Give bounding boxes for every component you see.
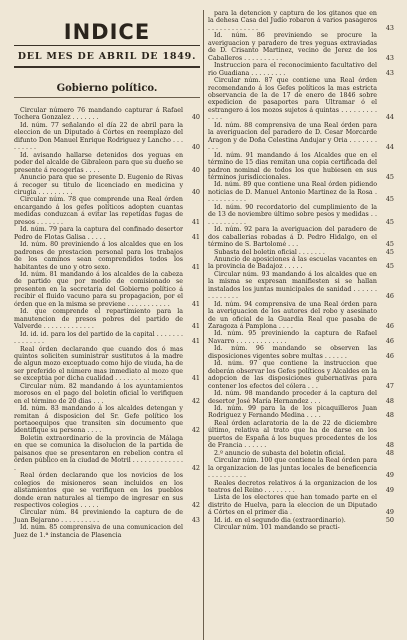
entry-text: para la detencion y captura de los gitanos que en la dehesa Casa del Judío robaron á varios pasageros . . . . . . . . . . . . . (208, 10, 377, 32)
index-entry (208, 77, 394, 122)
entry-page-number: 43 (385, 23, 394, 32)
entry-page-number: 41 (191, 232, 200, 241)
page-title: INDICE (14, 20, 200, 46)
entry-page-number: 49 (385, 508, 394, 517)
index-entry (14, 196, 200, 226)
entry-page-number: 41 (191, 299, 200, 308)
entry-page-number: 40 (191, 113, 200, 122)
entry-page-number: 45 (385, 195, 394, 204)
index-entry (14, 472, 200, 509)
section-title: Gobierno político. (14, 82, 200, 98)
index-entry (208, 32, 394, 62)
index-entry (208, 181, 394, 203)
index-entry (14, 405, 200, 435)
entry-text: Id. núm. 86 previniendo se procure la averiguacion y paradero de tres yeguas extraviadas de D. Crisanto Martinez, vecino de Jerez de los Caballeros . . . . . . . . . . (208, 32, 377, 62)
entry-text: Id. núm. 81 mandando á los alcaldes de la cabeza de partido que por medio de comisionado se presenten en la secretaria del Gobierno político á recibir el fluido vacuno para su propagacion, por el órden que en la misma se previene . . . . . . . . . . . (14, 270, 183, 308)
index-entry (208, 330, 394, 345)
entry-text: Subasta del boletin oficial . . . . . . . (214, 248, 325, 256)
entry-page-number: 41 (191, 337, 200, 346)
index-entry (208, 10, 394, 32)
entry-page-number: 50 (385, 515, 394, 524)
entry-text: Id. núm. 91 mandando á los Alcaldes que en el término de 15 dias remitan una copia certificada del padron nominal de todos los que hubiesen en sus términos jurisdiccionales. (208, 151, 377, 181)
entry-text: Instruccion para el reconocimiento facultativo del rio Guadiana . . . . . . . . . (208, 62, 377, 77)
entry-page-number: 49 (385, 486, 394, 494)
entry-page-number: 48 (385, 448, 394, 457)
entry-page-number: 43 (191, 515, 200, 524)
entry-text: Circular núm. 84 previniendo la captura de de Juan Bejarano . . . . . . . . . . (14, 509, 183, 524)
index-entry (14, 226, 200, 241)
entry-text: Id. núm. 98 mandando proceder á la captura del desertor José María Hernandez . . . (208, 390, 377, 405)
entry-text: Id. id. en el segundo dia (extraordinario). (214, 516, 346, 524)
entry-page-number: 40 (191, 165, 200, 174)
index-entry (208, 271, 394, 301)
entry-page-number: 45 (385, 247, 394, 256)
index-entry (208, 256, 394, 271)
index-entry (208, 494, 394, 516)
entry-page-number: 48 (385, 441, 394, 450)
index-entry (208, 345, 394, 360)
entry-text: Id. núm. 77 señalando el día 22 de abril para la eleccion de un Diputado á Córtes en reemplazo del difunto Don Manuel Enrique Rodriguez y Lancho . . . . . . . . . (14, 121, 183, 152)
entry-page-number: 41 (191, 322, 200, 331)
index-entry (14, 107, 200, 122)
index-entry (208, 480, 394, 495)
index-entry (14, 346, 200, 383)
page-subtitle: DEL MES DE ABRIL DE 1849. (14, 48, 200, 68)
index-entry (208, 62, 394, 77)
entry-page-number: 45 (385, 262, 394, 271)
entry-page-number: 44 (385, 143, 394, 152)
entry-text: Id. avisando hallarse detenidos dos yeguas en poder del alcalde de Gibraleon para que su dueño se presente á recogerlas . . . . (14, 151, 183, 174)
entry-page-number: 42 (191, 396, 200, 405)
entry-page-number: 46 (385, 322, 394, 331)
entry-page-number: 43 (385, 68, 394, 77)
entry-text: Circular núm. 87 que contiene una Real órden recomendando á los Gefes políticos la mas estricta observancia de la de 17 de enero de 1846 sobre expedicion de pasaportes para Ultramar ó el estrangero á los mozos sujetos á quintas . . . . . . . . . . . . . (208, 77, 377, 122)
index-entry (14, 331, 200, 346)
index-entry (208, 450, 394, 457)
entry-text: Id. núm. 85 comprensiva de una comunicacion del Juez de 1.ª instancia de Plasencia (14, 524, 183, 539)
entry-text: Id. núm. 99 para la de los picaquilleros Juan Rodriguez y Fernando Medina . . . . (208, 405, 377, 420)
entry-text: Id. núm. 88 comprensiva de una Real órden para la averiguacion del paradero de D. Cesar Morcarde Aragon y de Doña Celestina Andujar y Oria . . . . . . . . . . (208, 121, 377, 152)
entry-text: Id. núm. 80 previniendo á los alcaldes que en los padrones de prestacion personal para los trabajos de los caminos sean comprendidos todos los habitantes de uno y otro sexo. (14, 241, 183, 271)
entry-text: Id. núm. 97 que contiene la instruccion que deberán observar los Gefes políticos y Alcaldes en la adopcion de las disposiciones gubernativas para contener los efectos del cólera . . . (208, 360, 377, 390)
entry-page-number: 41 (191, 262, 200, 271)
entry-text: Id. núm. 79 para la captura del confinado desertor Pedro de Flotas Galisa . . . . . (14, 226, 183, 241)
index-entry (14, 271, 200, 308)
entry-page-number: 41 (191, 217, 200, 226)
entry-text: Lista de los electores que han tomado parte en el distrito de Huelva, para la eleccion de un Diputado á Córtes en el primer dia . (208, 494, 377, 517)
right-column (208, 10, 394, 640)
index-entry (14, 524, 200, 539)
entry-text: Circular núm. 82 mandando á los ayuntamientos morosos en el pago del boletin oficial lo verifiquen en el término de 20 dias . . . (14, 382, 183, 405)
entry-text: Circular núm. 93 mandando á los alcaldes que en la misma se expresan manifiesten si se hallan instalados los juntas municipales de sanidad . . . . . . . . . . . . . . (208, 270, 377, 301)
entry-page-number: 47 (385, 381, 394, 390)
entry-page-number: 49 (385, 471, 394, 480)
entry-text: Anuncio de aposiciones á las escuelas vacantes en la provincia de Badajoz . . . . . (208, 255, 377, 271)
index-entry (208, 204, 394, 226)
index-entry (14, 174, 200, 196)
index-entry (208, 301, 394, 331)
entry-page-number: 43 (385, 53, 394, 62)
entry-text: Id. núm. 83 mandando á los alcaldes detengan y remitan á disposicion del Sr. Gefe político los portaoequipos que transiten sin documento que identifique su persona . . . . (14, 405, 183, 435)
entry-text: Real órden declarando que cuando dos ó mas quintos soliciten suministrar sustitutos á la madre de algun mozo exceptuado como hijo de viuda, ha de ser preferido el número mas inmediato al mozo que se exceptúa por dicha cualidad . . . . . . . . . . . . . (14, 345, 183, 383)
index-entry (208, 152, 394, 182)
entry-text: Real órden aclaratoria de la de 22 de diciembre último, relativa al trato que ha de darse en los puertos de España á los buques procedentes de los de Francia . . . . . . (208, 419, 377, 450)
entry-text: Boletin extraordinario de la provincia de Málaga en que se comunica la disolucion de la partida de paisanos que se presentaron en rebelion contra el órden público en la ciudad de Motril . . . . . . . . . . . . . . (14, 434, 183, 472)
right-entry-list (208, 10, 394, 532)
entry-text: Id. id. id. para los del partido de la capital . . . . . . . . . . . . . . . (14, 330, 183, 346)
index-entry (208, 524, 394, 531)
entry-page-number: 42 (191, 501, 200, 510)
entry-text: Id. núm. 95 previniendo la captura de Rafael Navarro . . . . . . . . . . . . . (208, 330, 377, 345)
entry-page-number: 45 (385, 217, 394, 226)
index-entry (208, 517, 394, 524)
index-entry (208, 390, 394, 405)
index-entry (208, 360, 394, 390)
entry-page-number: 45 (385, 172, 394, 181)
index-entry (208, 249, 394, 256)
entry-page-number: 42 (191, 463, 200, 472)
entry-text: Id. que comprende el repartimiento para la manutencion de presos pobres del partido de Valverde . . . . . . . . . . . . . (14, 308, 183, 331)
left-entry-list (14, 107, 200, 539)
index-entry (208, 405, 394, 420)
index-entry (14, 308, 200, 330)
index-entry (208, 122, 394, 152)
entry-page-number: 46 (385, 336, 394, 345)
entry-page-number: 48 (385, 396, 394, 405)
entry-text: 2.º anuncio de subasta del boletin oficial. (214, 449, 346, 457)
index-entry (14, 509, 200, 524)
entry-page-number: 46 (385, 351, 394, 360)
entry-text: Anuncio para que se presente D. Eugenio de Rivas á recoger su titulo de licenciado en medicina y cirugia . . . . . . . . . (14, 174, 183, 196)
entry-text: Id. núm. 94 comprensiva de una Real órden para la averiguacion de los autores del robo y asesinato de un oficial de la Guardia Real que pasaba de Zaragoza á Pamplona . . . . (208, 300, 377, 331)
index-entry (14, 435, 200, 472)
index-entry (14, 383, 200, 405)
index-entry (208, 420, 394, 450)
entry-text: Id. núm. 96 mandando se observen las disposiciones vigentes sobre multas . . . . . . (208, 345, 377, 360)
entry-text: Id. núm. 92 para la averiguacion del paradero de dos caballerias robadas á D. Pedro Hidalgo, en el término de S. Bartolomé . . . (208, 226, 377, 249)
entry-text: Circular núm. 101 mandando se practi- (214, 524, 340, 532)
entry-page-number: 44 (385, 113, 394, 122)
entry-text: Circular núm. 78 que comprende una Real órden encargando á los gefes políticos adopten cuantas medidas conduzcan á evitar las repetidas fugas de presos . . . . . . . (14, 196, 183, 226)
entry-text: Circular núm. 100 que contiene la Real órden para la organizacion de las juntas locales de beneficencia . . . . . . . . . . (208, 457, 377, 480)
entry-text: Id. núm. 90 recordatorio del cumplimiento de la de 13 de noviembre último sobre pesos y medidas . . . . . . . . . . . . (208, 203, 377, 226)
entry-text: Circular número 76 mandando capturar á Rafael Tochera Gonzalez . . . . . . . (14, 107, 183, 122)
index-entry (14, 152, 200, 174)
entry-page-number: 40 (191, 187, 200, 196)
entry-text: Reales decretos relativos á la organizacion de los teatros del Reino . . . . . . . . (208, 479, 377, 494)
index-entry (208, 226, 394, 248)
index-entry (14, 122, 200, 152)
entry-page-number: 42 (191, 426, 200, 435)
index-entry (208, 457, 394, 479)
entry-page-number: 46 (385, 292, 394, 301)
entry-text: Id. núm. 89 que contiene una Real órden pidiendo noticias de D. Manuel Antonio Martinez de la Rosa . . . . . . . . . . . (208, 181, 377, 204)
entry-page-number: 41 (191, 374, 200, 383)
left-column (14, 10, 200, 640)
entry-page-number: 40 (191, 143, 200, 152)
index-entry (14, 241, 200, 271)
entry-page-number: 48 (385, 411, 394, 420)
entry-text: Real órden declarando que los novicios de los colegios de misioneros sean incluidos en los alistamientos que se verifiquen en los pueblos donde eran naturales al tiempo de ingresar en sus respectivos colegios . . . . . (14, 472, 183, 510)
entry-page-number: 45 (385, 240, 394, 249)
